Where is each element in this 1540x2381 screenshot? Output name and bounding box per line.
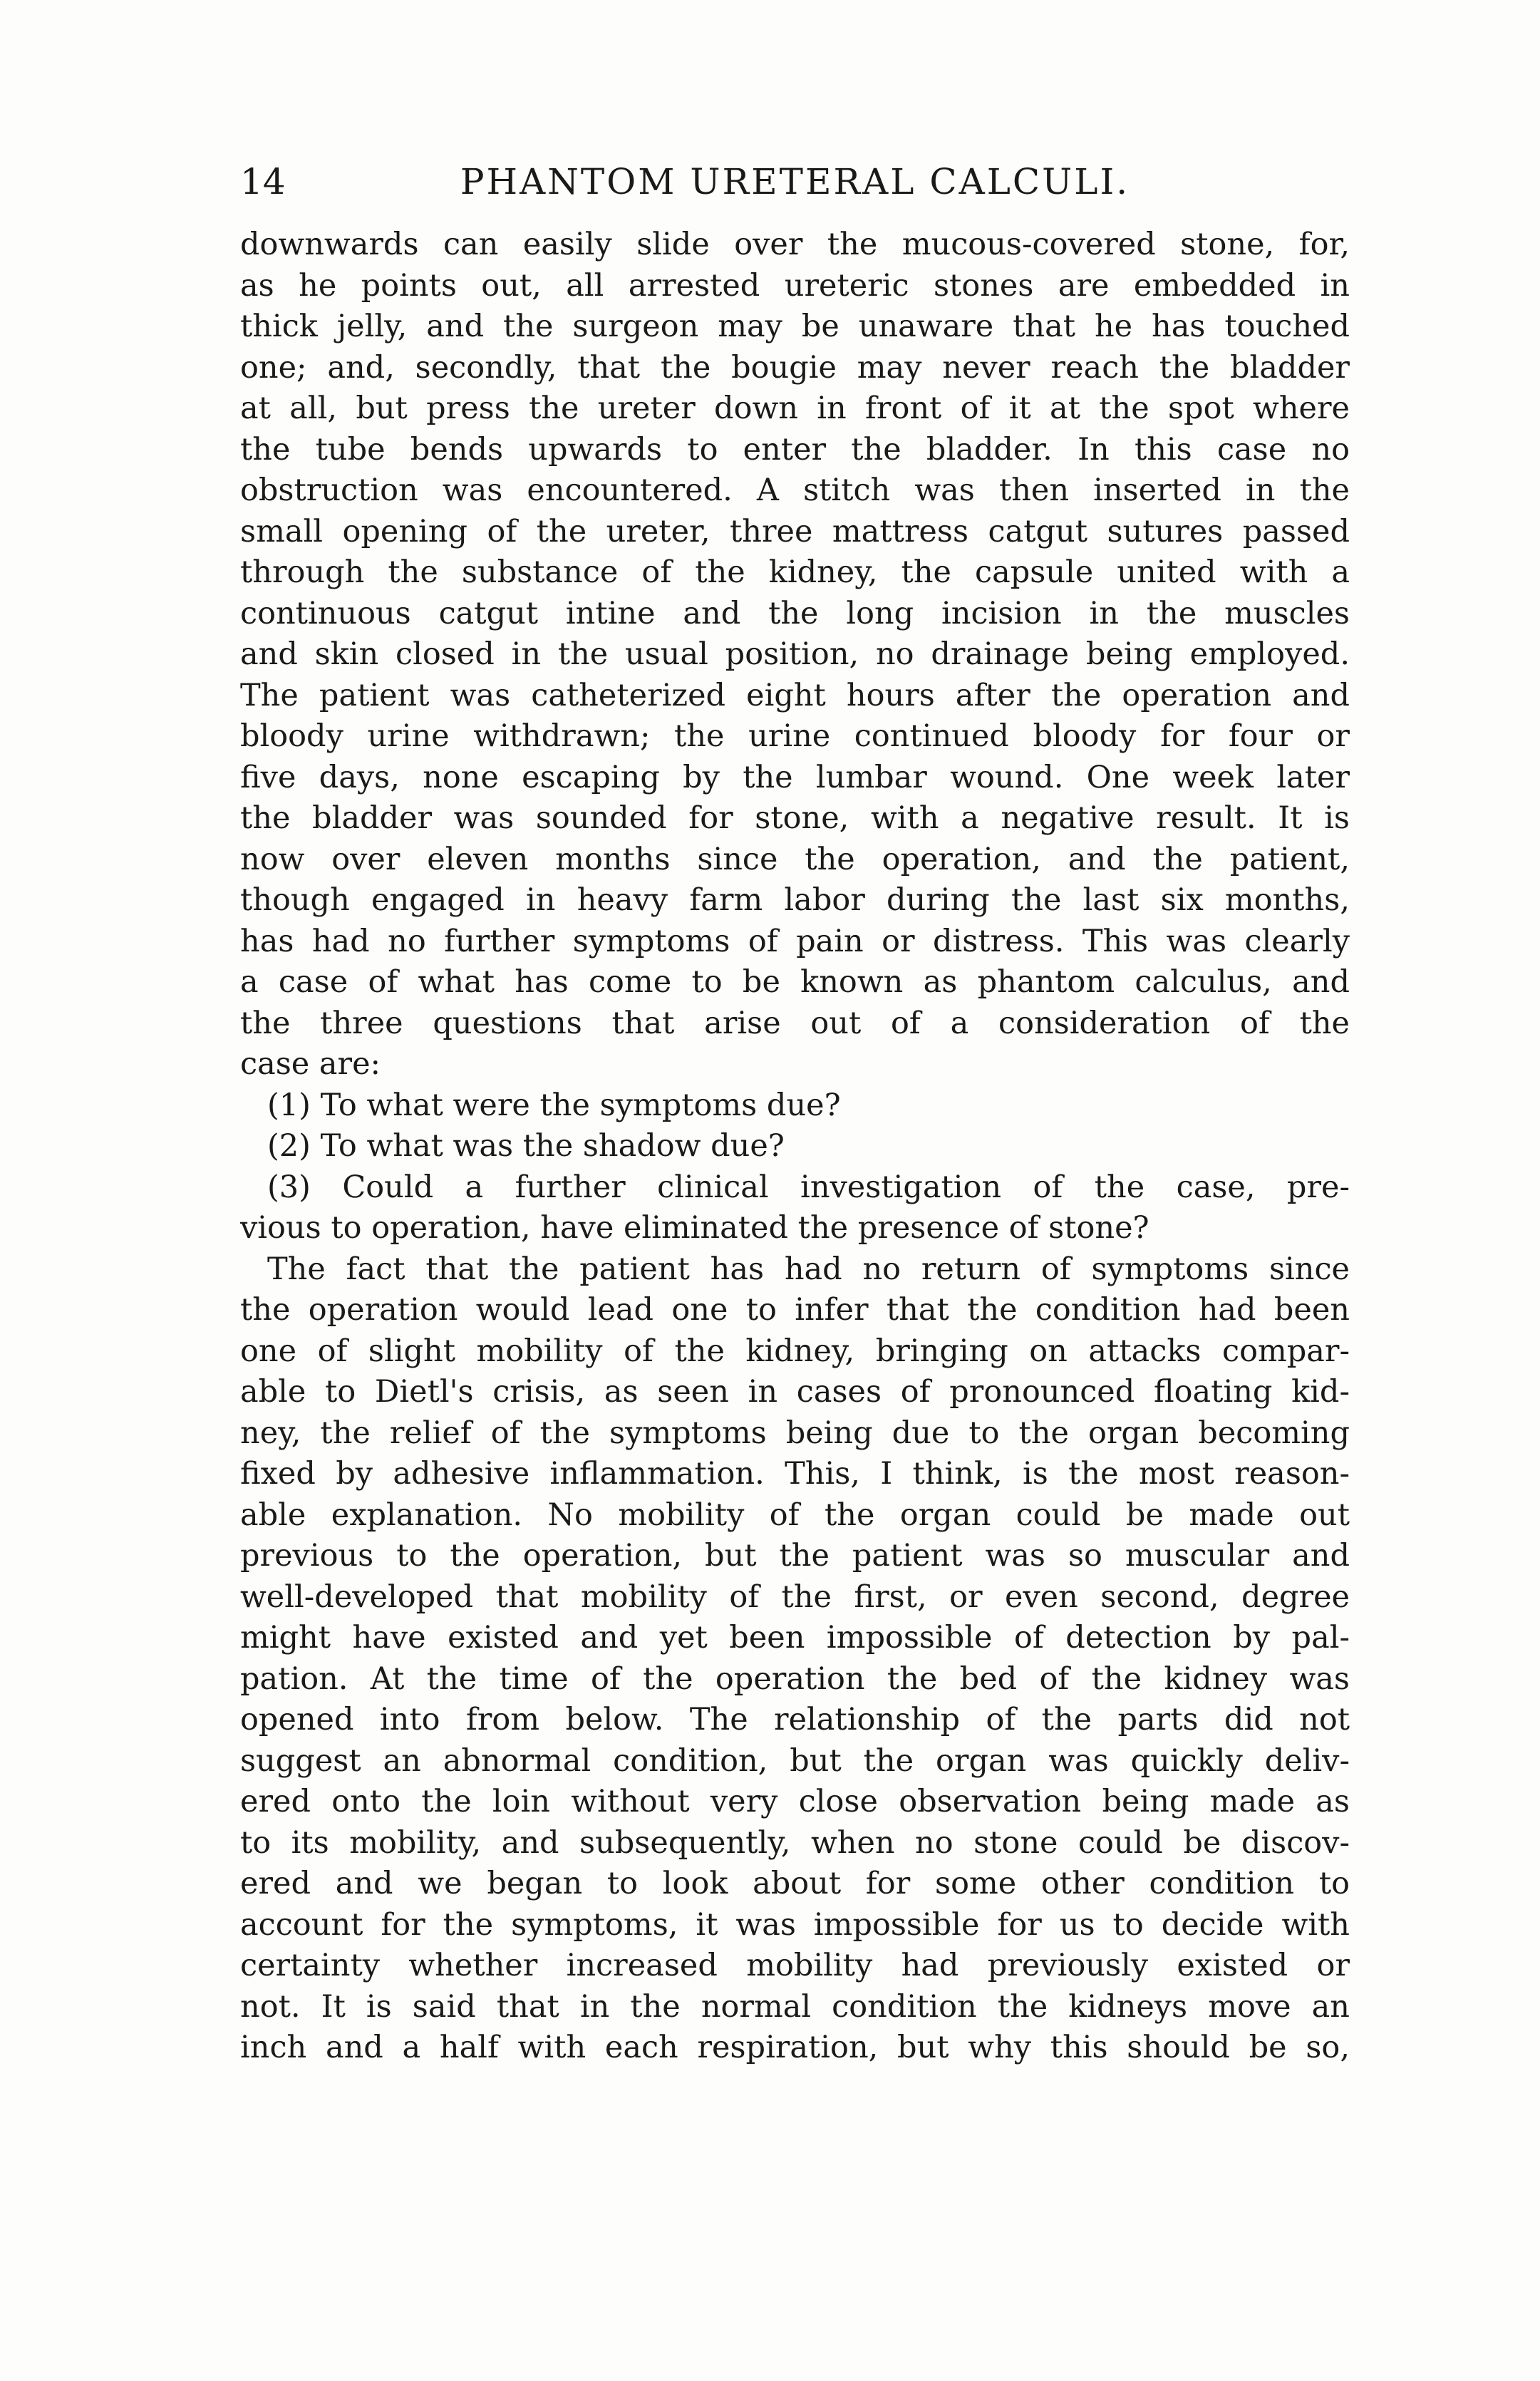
- text-line: to its mobility, and subsequently, when no stone could be discov-: [240, 1824, 1350, 1861]
- text-line: the bladder was sounded for stone, with a negative result. It is: [240, 800, 1350, 836]
- body-text: [240, 224, 1350, 2069]
- text-line: account for the symptoms, it was impossible for us to decide with: [240, 1906, 1350, 1943]
- text-line: fixed by adhesive inflammation. This, I think, is the most reason-: [240, 1456, 1350, 1492]
- text-line: one; and, secondly, that the bougie may never reach the bladder: [240, 349, 1350, 386]
- text-line: inch and a half with each respiration, but why this should be so,: [240, 2030, 1350, 2065]
- text-line: thick jelly, and the surgeon may be unaware that he has touched: [240, 309, 1350, 344]
- text-line: ered onto the loin without very close observation being made as: [240, 1784, 1350, 1819]
- text-line: case are:: [240, 1046, 381, 1082]
- text-line: might have existed and yet been impossible of detection by pal-: [240, 1620, 1350, 1656]
- text-line: bloody urine withdrawn; the urine continued bloody for four or: [240, 718, 1350, 754]
- text-line: the tube bends upwards to enter the bladder. In this case no: [240, 431, 1350, 468]
- text-line: able to Dietl's crisis, as seen in cases of pronounced floating kid-: [240, 1374, 1350, 1410]
- text-line: pation. At the time of the operation the bed of the kidney was: [240, 1660, 1350, 1697]
- text-line: downwards can easily slide over the mucous-covered stone, for,: [240, 227, 1350, 262]
- text-line: vious to operation, have eliminated the presence of stone?: [240, 1210, 1149, 1246]
- text-line: opened into from below. The relationship of the parts did not: [240, 1702, 1350, 1737]
- text-line: ney, the relief of the symptoms being due to the organ becoming: [240, 1415, 1350, 1451]
- text-line: ered and we began to look about for some other condition to: [240, 1866, 1350, 1901]
- text-line: and skin closed in the usual position, no drainage being employed.: [240, 636, 1350, 672]
- question-item: (1) To what were the symptoms due?: [267, 1087, 841, 1123]
- page-header: [240, 160, 1350, 224]
- text-line: suggest an abnormal condition, but the organ was quickly deliv-: [240, 1742, 1350, 1779]
- text-line: now over eleven months since the operation, and the patient,: [240, 841, 1350, 877]
- text-line: as he points out, all arrested ureteric stones are embedded in: [240, 267, 1350, 304]
- text-line: through the substance of the kidney, the capsule united with a: [240, 554, 1350, 590]
- text-line: not. It is said that in the normal condition the kidneys move an: [240, 1988, 1350, 2025]
- book-page: [240, 160, 1350, 2069]
- question-item: (2) To what was the shadow due?: [267, 1128, 785, 1164]
- text-line: the three questions that arise out of a consideration of the: [240, 1005, 1350, 1041]
- text-line: the operation would lead one to infer that the condition had been: [240, 1292, 1350, 1328]
- text-line: at all, but press the ureter down in front of it at the spot where: [240, 391, 1350, 426]
- text-line: previous to the operation, but the patient was so muscular and: [240, 1538, 1350, 1574]
- page-number: 14: [240, 161, 286, 202]
- text-line: obstruction was encountered. A stitch was then inserted in the: [240, 472, 1350, 508]
- text-line: The patient was catheterized eight hours after the operation and: [240, 677, 1350, 713]
- running-title: PHANTOM URETERAL CALCULI.: [460, 161, 1130, 202]
- text-line: able explanation. No mobility of the organ could be made out: [240, 1497, 1350, 1533]
- text-line: a case of what has come to be known as phantom calculus, and: [240, 964, 1350, 1000]
- text-line: well-developed that mobility of the first, or even second, degree: [240, 1579, 1350, 1615]
- text-line: five days, none escaping by the lumbar wound. One week later: [240, 759, 1350, 795]
- paragraph-start: The fact that the patient has had no return of symptoms since: [267, 1251, 1350, 1287]
- text-line: small opening of the ureter, three mattress catgut sutures passed: [240, 513, 1350, 549]
- text-line: certainty whether increased mobility had previously existed or: [240, 1948, 1350, 1983]
- question-item: (3) Could a further clinical investigation of the case, pre-: [267, 1169, 1350, 1205]
- text-line: one of slight mobility of the kidney, bringing on attacks compar-: [240, 1333, 1350, 1369]
- text-line: continuous catgut intine and the long incision in the muscles: [240, 595, 1350, 631]
- text-line: has had no further symptoms of pain or distress. This was clearly: [240, 923, 1350, 959]
- text-line: though engaged in heavy farm labor during the last six months,: [240, 882, 1350, 918]
